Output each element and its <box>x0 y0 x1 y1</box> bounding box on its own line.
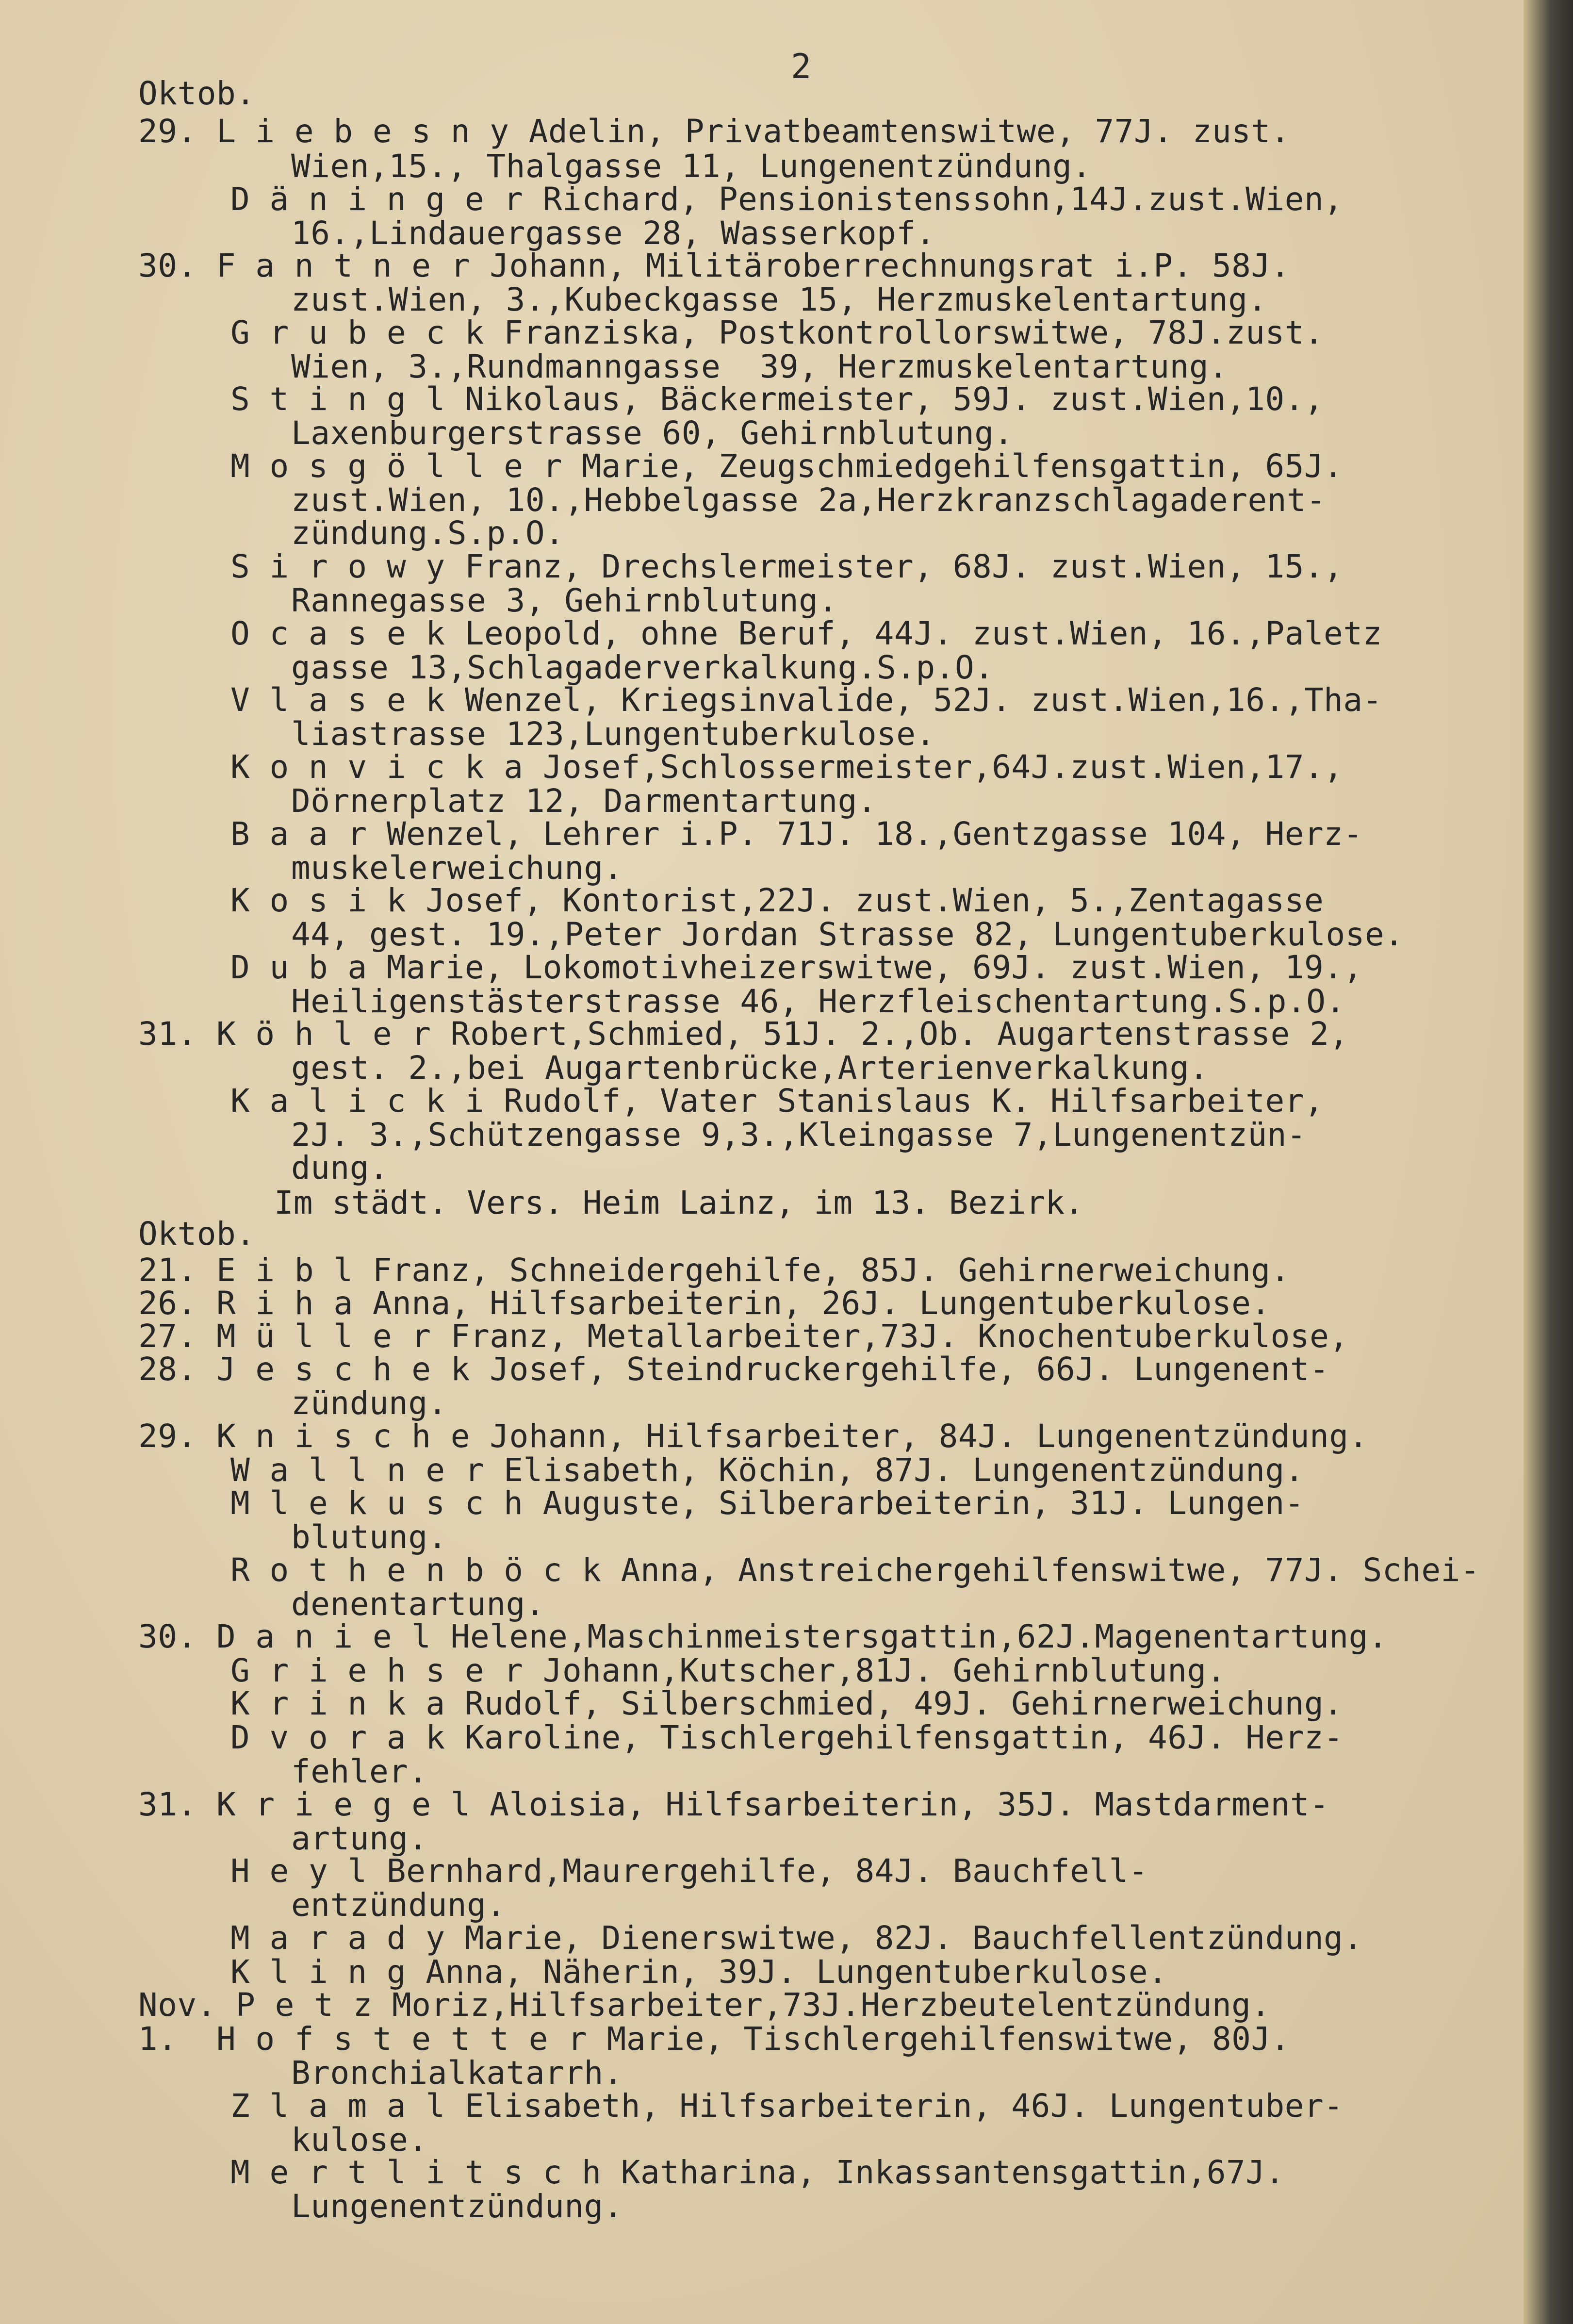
page-number: 2 <box>791 47 812 86</box>
entry-line: 21. E i b l Franz, Schneidergehilfe, 85J. Gehirnerweichung. <box>138 1252 1290 1289</box>
entry-line: M l e k u s c h Auguste, Silberarbeiterin, 31J. Lungen- <box>230 1484 1304 1522</box>
entry-line: H e y l Bernhard,Maurergehilfe, 84J. Bauchfell- <box>230 1852 1148 1890</box>
entry-line: M o s g ö l l e r Marie, Zeugschmiedgehilfensgattin, 65J. <box>230 447 1344 485</box>
entry-line: zündung.S.p.O. <box>291 514 565 552</box>
entry-line: Laxenburgerstrasse 60, Gehirnblutung. <box>291 414 1014 452</box>
entry-line: D ä n i n g e r Richard, Pensionistenssohn,14J.zust.Wien, <box>230 181 1344 218</box>
entry-line: Z l a m a l Elisabeth, Hilfsarbeiterin, 46J. Lungentuber- <box>230 2087 1344 2125</box>
entry-line: 28. J e s c h e k Josef, Steindruckergehilfe, 66J. Lungenent- <box>138 1351 1329 1388</box>
entry-line: K o n v i c k a Josef,Schlossermeister,64J.zust.Wien,17., <box>230 748 1344 786</box>
entry-line: 29. K n i s c h e Johann, Hilfsarbeiter, 84J. Lungenentzündung. <box>138 1417 1368 1455</box>
entry-line: K l i n g Anna, Näherin, 39J. Lungentuberkulose. <box>230 1953 1168 1991</box>
entry-line: V l a s e k Wenzel, Kriegsinvalide, 52J. zust.Wien,16.,Tha- <box>230 681 1382 719</box>
entry-line: muskelerweichung. <box>291 849 623 887</box>
entry-line: M a r a d y Marie, Dienerswitwe, 82J. Bauchfellentzündung. <box>230 1919 1363 1957</box>
entry-line: gest. 2.,bei Augartenbrücke,Arterienverkalkung. <box>291 1049 1209 1087</box>
entry-line: 31. K r i e g e l Aloisia, Hilfsarbeiterin, 35J. Mastdarment- <box>138 1786 1329 1823</box>
entry-line: gasse 13,Schlagaderverkalkung.S.p.O. <box>291 649 994 686</box>
entry-line: Oktob. <box>138 75 256 112</box>
entry-line: 30. D a n i e l Helene,Maschinmeistersgattin,62J.Magenentartung. <box>138 1618 1388 1655</box>
entry-line: 31. K ö h l e r Robert,Schmied, 51J. 2.,Ob. Augartenstrasse 2, <box>138 1015 1349 1053</box>
entry-line: fehler. <box>291 1753 428 1790</box>
entry-line: zündung. <box>291 1385 447 1422</box>
section-heading: Im städt. Vers. Heim Lainz, im 13. Bezirk. <box>274 1184 1084 1221</box>
entry-line: Bronchialkatarrh. <box>291 2054 623 2092</box>
entry-line: D u b a Marie, Lokomotivheizerswitwe, 69J. zust.Wien, 19., <box>230 949 1363 986</box>
entry-line: 44, gest. 19.,Peter Jordan Strasse 82, Lungentuberkulose. <box>291 916 1404 953</box>
entry-line: Dörnerplatz 12, Darmentartung. <box>291 782 877 820</box>
entry-line: G r u b e c k Franziska, Postkontrollorswitwe, 78J.zust. <box>230 314 1324 351</box>
book-binding <box>1524 0 1573 2324</box>
entry-line: S t i n g l Nikolaus, Bäckermeister, 59J. zust.Wien,10., <box>230 380 1324 418</box>
entry-line: S i r o w y Franz, Drechslermeister, 68J. zust.Wien, 15., <box>230 548 1344 585</box>
entry-line: 1. H o f s t e t t e r Marie, Tischlergehilfenswitwe, 80J. <box>138 2020 1290 2058</box>
entry-line: Nov. P e t z Moriz,Hilfsarbeiter,73J.Herzbeutelentzündung. <box>138 1986 1271 2024</box>
entry-line: denentartung. <box>291 1585 545 1623</box>
entry-line: Lungenentzündung. <box>291 2188 623 2225</box>
entry-line: Oktob. <box>138 1215 256 1253</box>
entry-line: Heiligenstästerstrasse 46, Herzfleischentartung.S.p.O. <box>291 983 1345 1020</box>
entry-line: artung. <box>291 1820 428 1857</box>
entry-line: K a l i c k i Rudolf, Vater Stanislaus K. Hilfsarbeiter, <box>230 1082 1324 1120</box>
entry-line: 27. M ü l l e r Franz, Metallarbeiter,73J. Knochentuberkulose, <box>138 1318 1349 1355</box>
entry-line: 16.,Lindauergasse 28, Wasserkopf. <box>291 214 935 252</box>
entry-line: D v o r a k Karoline, Tischlergehilfensgattin, 46J. Herz- <box>230 1719 1344 1756</box>
entry-line: B a a r Wenzel, Lehrer i.P. 71J. 18.,Gentzgasse 104, Herz- <box>230 815 1363 853</box>
entry-line: 29. L i e b e s n y Adelin, Privatbeamtenswitwe, 77J. zust. <box>138 113 1290 150</box>
entry-line: G r i e h s e r Johann,Kutscher,81J. Gehirnblutung. <box>230 1652 1227 1689</box>
entry-line: liastrasse 123,Lungentuberkulose. <box>291 715 935 753</box>
entry-line: blutung. <box>291 1518 447 1556</box>
entry-line: R o t h e n b ö c k Anna, Anstreichergehilfenswitwe, 77J. Schei- <box>230 1551 1480 1589</box>
entry-line: kulose. <box>291 2121 428 2159</box>
entry-line: Rannegasse 3, Gehirnblutung. <box>291 582 838 619</box>
entry-line: K o s i k Josef, Kontorist,22J. zust.Wien, 5.,Zentagasse <box>230 882 1324 919</box>
entry-line: M e r t l i t s c h Katharina, Inkassantensgattin,67J. <box>230 2154 1285 2191</box>
entry-line: zust.Wien, 3.,Kubeckgasse 15, Herzmuskelentartung. <box>291 281 1267 318</box>
entry-line: 30. F a n t n e r Johann, Militäroberrechnungsrat i.P. 58J. <box>138 247 1290 284</box>
entry-line: Wien, 3.,Rundmanngasse 39, Herzmuskelentartung. <box>291 348 1229 385</box>
entry-line: O c a s e k Leopold, ohne Beruf, 44J. zust.Wien, 16.,Paletz <box>230 615 1382 652</box>
entry-line: K r i n k a Rudolf, Silberschmied, 49J. Gehirnerweichung. <box>230 1685 1344 1722</box>
entry-line: dung. <box>291 1149 389 1187</box>
entry-line: zust.Wien, 10.,Hebbelgasse 2a,Herzkranzschlagaderent- <box>291 481 1326 519</box>
entry-line: 2J. 3.,Schützengasse 9,3.,Kleingasse 7,Lungenentzün- <box>291 1116 1307 1154</box>
entry-line: Wien,15., Thalgasse 11, Lungenentzündung. <box>291 148 1092 185</box>
entry-line: W a l l n e r Elisabeth, Köchin, 87J. Lungenentzündung. <box>230 1451 1304 1489</box>
entry-line: 26. R i h a Anna, Hilfsarbeiterin, 26J. Lungentuberkulose. <box>138 1285 1271 1322</box>
entry-line: entzündung. <box>291 1886 506 1924</box>
